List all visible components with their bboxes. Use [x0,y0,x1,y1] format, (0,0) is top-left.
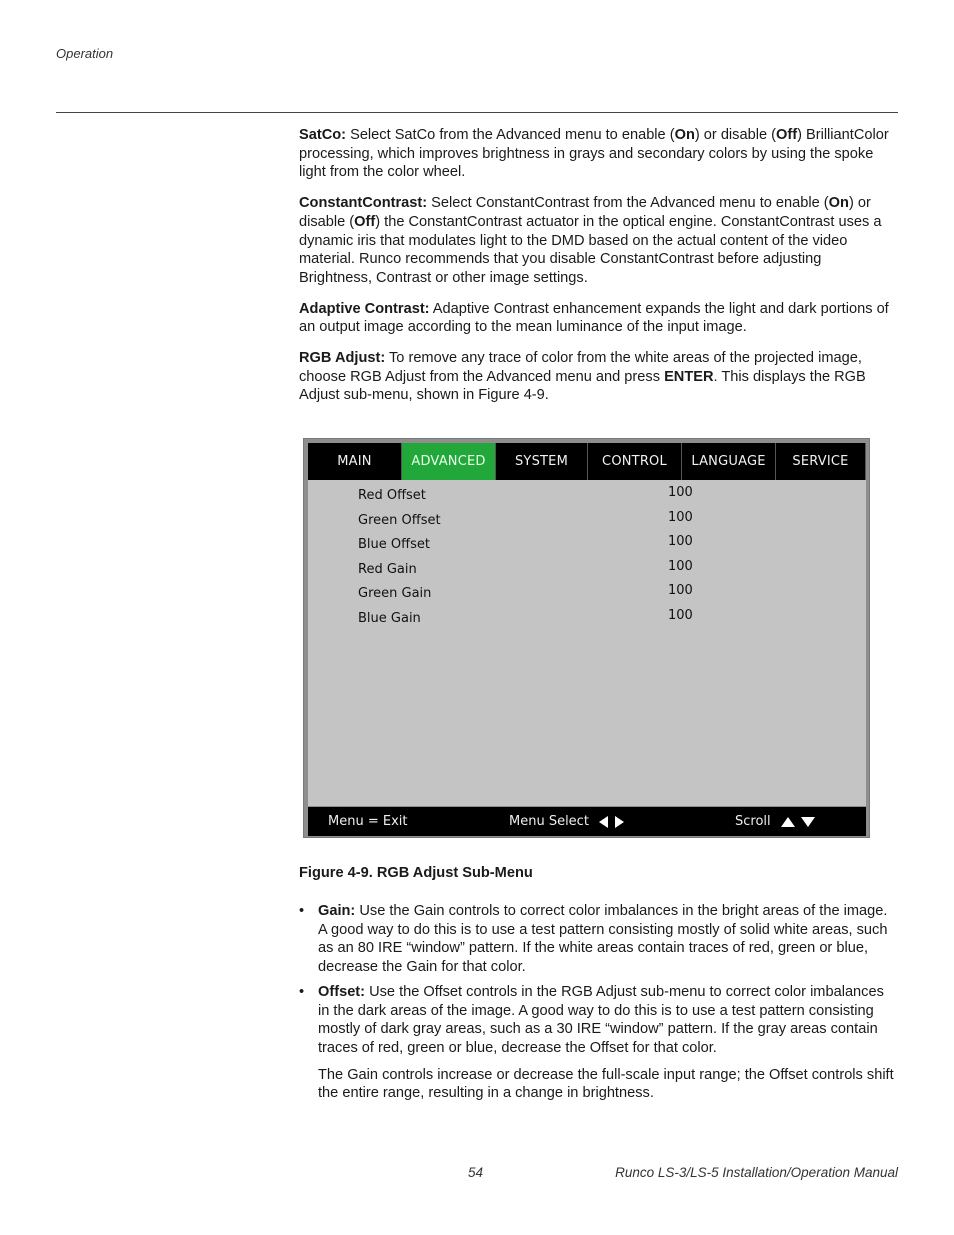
menu-item-value: 100 [668,607,693,623]
menu-item-label: Blue Gain [358,610,421,626]
menu-exit-hint: Menu = Exit [328,814,408,829]
down-arrow-icon [801,817,815,827]
paragraph: RGB Adjust: To remove any trace of color from the white areas of the projected image, choose RGB Adjust from the Advanced menu and press ENTER. This displays the RGB Adjust sub-menu, shown in Figure 4-9. [299,350,866,404]
osd-menu-figure [303,438,870,838]
menu-item-value: 100 [668,558,693,574]
tab-language[interactable]: LANGUAGE [682,443,776,480]
bullet-list [299,902,897,1103]
menu-select-hint [509,814,624,829]
header-rule [56,112,898,113]
body-text [299,126,897,417]
tab-service[interactable]: SERVICE [776,443,866,480]
page-number: 54 [468,1165,484,1180]
menu-item-blue-gain[interactable] [358,607,738,631]
menu-item-label: Red Offset [358,488,426,503]
menu-item-label: Green Gain [358,586,432,601]
bullet-item: • Gain: Use the Gain controls to correct color imbalances in the bright areas of the image. A good way to do this is to use a test pattern consisting mostly of solid white areas, such as an 80 IRE “window” pattern. If the white areas contain traces of red, green or blue, decrease the Gain for that color. [299,903,888,976]
menu-item-label: Green Offset [358,512,441,528]
menu-select-label: Menu Select [509,814,589,829]
menu-item-green-gain[interactable] [358,583,738,606]
manual-title: Runco LS-3/LS-5 Installation/Operation Manual [615,1165,898,1180]
menu-item-value: 100 [668,509,693,525]
tab-control[interactable]: CONTROL [588,443,682,480]
tab-system[interactable]: SYSTEM [496,443,588,480]
menu-item-red-offset[interactable] [358,485,738,508]
tab-advanced[interactable]: ADVANCED [402,443,496,480]
menu-item-value: 100 [668,583,693,598]
menu-item-label: Red Gain [358,561,417,577]
figure-caption: Figure 4-9. RGB Adjust Sub-Menu [299,865,533,881]
paragraph: ConstantContrast: Select ConstantContrast from the Advanced menu to enable (On) or disable (Off) the ConstantContrast actuator in the optical engine. ConstantContrast uses a dynamic iris that modulates light to the DMD based on the actual content of the video material. Runco recommends that you disable ConstantContrast before adjusting Brightness, Contrast or other image settings. [299,195,882,286]
paragraph: Adaptive Contrast: Adaptive Contrast enhancement expands the light and dark portions of an output image according to the mean luminance of the input image. [299,300,889,336]
scroll-label: Scroll [735,814,771,829]
menu-item-value: 100 [668,485,693,500]
paragraph-term: SatCo: [299,127,347,143]
osd-footer [308,807,866,836]
menu-item-label: Blue Offset [358,537,430,552]
up-arrow-icon [781,817,795,827]
osd-tab-bar [308,443,866,480]
paragraph-term: RGB Adjust: [299,350,386,367]
section-label: Operation [56,46,114,61]
menu-item-red-gain[interactable] [358,558,738,582]
scroll-hint [735,814,815,829]
bullet-item: • Offset: Use the Offset controls in the RGB Adjust sub-menu to correct color imbalances in the dark areas of the image. A good way to do this is to use a test pattern consisting mostly of dark gray areas, such as a 30 IRE “window” pattern. If the gray areas contain traces of red, green or blue, decrease the Offset for that color. [299,983,884,1056]
follow-paragraph: The Gain controls increase or decrease the full-scale input range; the Offset controls shift the entire range, resulting in a change in brightness. [318,1066,894,1102]
tab-main[interactable]: MAIN [308,443,402,480]
paragraph-term: Adaptive Contrast: [299,300,430,317]
right-arrow-icon [615,816,624,828]
menu-item-value: 100 [668,534,693,549]
left-arrow-icon [599,816,608,828]
menu-item-blue-offset[interactable] [358,534,738,557]
paragraph: SatCo: Select SatCo from the Advanced menu to enable (On) or disable (Off) BrilliantColor processing, which improves brightness in grays and secondary colors by using the spoke light from the color wheel. [299,127,889,181]
paragraph-term: ConstantContrast: [299,195,428,212]
menu-item-green-offset[interactable] [358,509,738,533]
osd-menu-body [308,480,866,806]
